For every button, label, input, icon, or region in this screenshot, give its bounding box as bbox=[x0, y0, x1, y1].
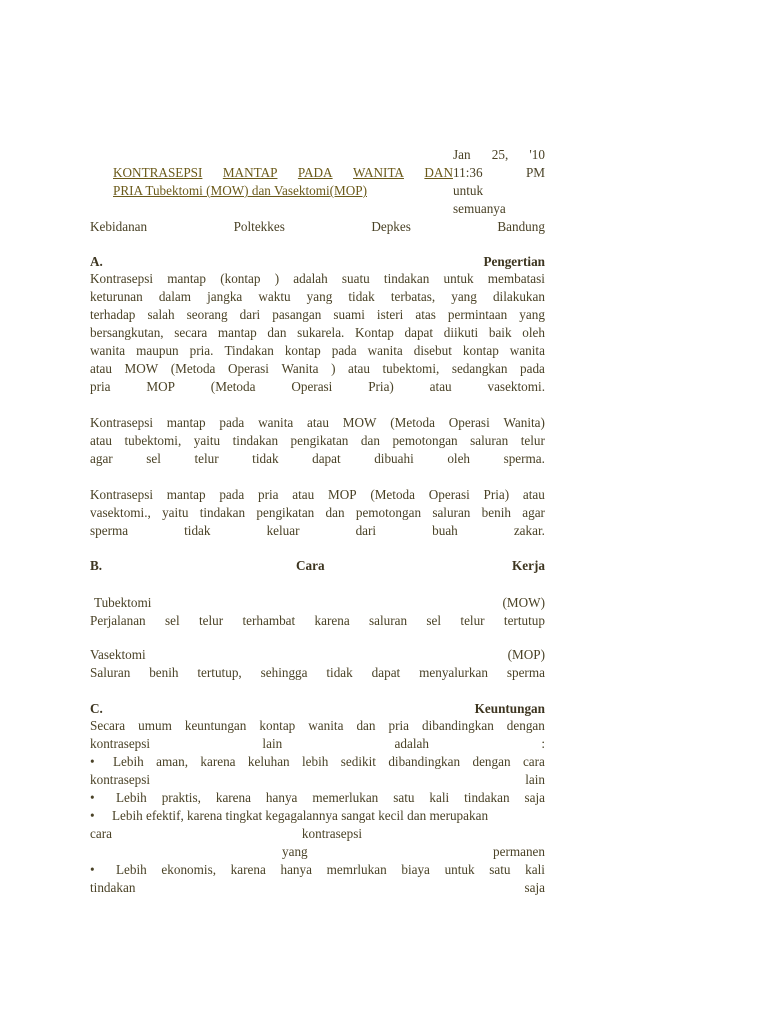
word: Kontap bbox=[355, 325, 394, 340]
word: saluran bbox=[432, 505, 471, 520]
article-title-line-1[interactable]: KONTRASEPSI MANTAP PADA WANITA DAN bbox=[113, 165, 453, 180]
word: ) bbox=[331, 361, 336, 376]
for-label: untuk bbox=[453, 183, 484, 198]
word: telur bbox=[194, 451, 219, 466]
everyone-label: semuanya bbox=[453, 201, 506, 216]
word: Pria) bbox=[368, 379, 394, 394]
word: kontrasepsi bbox=[301, 826, 362, 841]
word: kali bbox=[429, 790, 450, 805]
word: telur bbox=[198, 613, 224, 628]
tubektomi-row bbox=[90, 594, 545, 612]
word: pria bbox=[388, 718, 409, 733]
word: Saluran bbox=[90, 665, 131, 680]
word: terhambat bbox=[242, 613, 296, 628]
word: tubektomi, bbox=[124, 433, 182, 448]
word: seorang bbox=[186, 307, 228, 322]
word: dapat bbox=[404, 325, 434, 340]
section-a-paragraph-1-line bbox=[90, 288, 545, 306]
word: oleh bbox=[447, 451, 471, 466]
section-b-heading: B. Cara Kerja bbox=[90, 558, 545, 573]
word: bersangkutan, bbox=[90, 325, 164, 340]
word: saja bbox=[524, 790, 545, 805]
word: dari bbox=[355, 523, 377, 538]
tubektomi-description-line bbox=[90, 612, 545, 630]
word: MOW bbox=[124, 361, 159, 376]
word: Secara bbox=[90, 718, 126, 733]
word: saluran bbox=[369, 613, 408, 628]
word: yaitu bbox=[162, 505, 189, 520]
word: wanita bbox=[509, 343, 545, 358]
word: menyalurkan bbox=[419, 665, 488, 680]
advantage-item-3-line: Lebih efektif, karena tingkat kegagalannya sangat kecil dan merupakan bbox=[112, 808, 489, 823]
word: pengikatan bbox=[290, 433, 349, 448]
word: lain bbox=[262, 736, 283, 751]
section-a-paragraph-1-line bbox=[90, 306, 545, 324]
post-date bbox=[453, 146, 545, 164]
word: yang bbox=[282, 844, 308, 859]
word: dibandingkan bbox=[388, 754, 461, 769]
word: saja bbox=[524, 880, 545, 895]
word: dari bbox=[239, 307, 261, 322]
word: wanita bbox=[367, 343, 403, 358]
word: tidak bbox=[184, 523, 211, 538]
word: isteri bbox=[376, 307, 404, 322]
word: yaitu bbox=[193, 433, 221, 448]
word: keturunan bbox=[90, 289, 143, 304]
word: atau bbox=[90, 433, 112, 448]
word: permanen bbox=[493, 844, 545, 859]
word: zakar. bbox=[513, 523, 545, 538]
word: sedikit bbox=[340, 754, 376, 769]
word: dan bbox=[325, 505, 345, 520]
word: umum bbox=[138, 718, 172, 733]
word: aman, bbox=[156, 754, 188, 769]
word: memerlukan bbox=[312, 790, 379, 805]
word: tidak bbox=[326, 665, 353, 680]
word: sperma. bbox=[503, 451, 545, 466]
post-time: 11:36 PM bbox=[453, 165, 545, 180]
word: pria bbox=[257, 487, 279, 502]
advantage-item-4-line bbox=[116, 861, 545, 879]
word: pria. bbox=[189, 343, 214, 358]
word: kontrasepsi bbox=[90, 736, 151, 751]
word: wanita bbox=[90, 343, 126, 358]
word: disebut bbox=[413, 343, 452, 358]
word: adalah bbox=[293, 271, 328, 286]
section-a-paragraph-1-line bbox=[90, 270, 545, 288]
word: sehingga bbox=[260, 665, 308, 680]
word: dan bbox=[356, 718, 376, 733]
word: Operasi bbox=[291, 379, 333, 394]
word: wanita bbox=[258, 415, 294, 430]
word: MOP bbox=[327, 487, 357, 502]
word: kontap bbox=[259, 718, 296, 733]
word: tindakan bbox=[90, 880, 136, 895]
advantage-item-2-line bbox=[116, 789, 545, 807]
bullet-icon: • bbox=[90, 754, 95, 769]
word: satu bbox=[393, 790, 415, 805]
word: atau bbox=[307, 415, 329, 430]
word: suatu bbox=[341, 271, 370, 286]
section-a-paragraph-2-line bbox=[90, 450, 545, 468]
word: (Metoda bbox=[370, 487, 415, 502]
word: telur bbox=[460, 613, 485, 628]
vasektomi-description-line bbox=[90, 664, 545, 682]
word: karena bbox=[314, 613, 350, 628]
word: yang bbox=[451, 289, 477, 304]
word: pada bbox=[331, 343, 357, 358]
word: waktu bbox=[258, 289, 291, 304]
word: Tindakan bbox=[224, 343, 274, 358]
word: Pria) bbox=[483, 487, 510, 502]
word: Operasi bbox=[227, 361, 269, 376]
word: membatasi bbox=[487, 271, 545, 286]
advantage-item-3-line bbox=[90, 825, 362, 843]
word: buah bbox=[432, 523, 458, 538]
word: pengikatan bbox=[256, 505, 315, 520]
word: Kontrasepsi bbox=[90, 415, 153, 430]
date-year: '10 bbox=[529, 147, 545, 162]
vasektomi-label: Vasektomi bbox=[90, 647, 146, 662]
word: kontap bbox=[462, 343, 499, 358]
word: atau bbox=[429, 379, 452, 394]
word: diikuti bbox=[443, 325, 479, 340]
section-c-intro-line bbox=[90, 735, 545, 753]
word: tindakan bbox=[232, 433, 279, 448]
word: praktis, bbox=[161, 790, 201, 805]
word: tindakan bbox=[464, 790, 510, 805]
word: hanya bbox=[265, 790, 298, 805]
word: atau bbox=[292, 487, 315, 502]
word: tubektomi, bbox=[382, 361, 440, 376]
section-c-heading: C. Keuntungan bbox=[90, 701, 545, 716]
word: Lebih bbox=[116, 790, 147, 805]
section-a-paragraph-1-line bbox=[90, 378, 545, 396]
word: yang bbox=[519, 307, 545, 322]
word: mantap bbox=[166, 487, 206, 502]
word: sukarela. bbox=[297, 325, 345, 340]
word: Lebih bbox=[116, 862, 147, 877]
word: sel bbox=[426, 613, 442, 628]
advantage-item-1-line bbox=[90, 771, 545, 789]
word: mantap bbox=[166, 415, 206, 430]
word: karena bbox=[215, 790, 251, 805]
word: Lebih bbox=[113, 754, 144, 769]
word: atau bbox=[348, 361, 370, 376]
word: memrlukan bbox=[326, 862, 387, 877]
bullet-icon: • bbox=[90, 808, 95, 823]
word: (kontap bbox=[220, 271, 261, 286]
word: karena bbox=[230, 862, 266, 877]
word: kali bbox=[525, 862, 545, 877]
word: agar bbox=[90, 451, 113, 466]
word: Wanita bbox=[281, 361, 319, 376]
word: maupun bbox=[136, 343, 179, 358]
word: cara bbox=[522, 754, 545, 769]
word: saluran bbox=[470, 433, 509, 448]
section-a-paragraph-2-line bbox=[90, 414, 545, 432]
word: lain bbox=[525, 772, 545, 787]
word: Operasi bbox=[428, 487, 470, 502]
word: MOW bbox=[342, 415, 377, 430]
word: permintaan bbox=[447, 307, 508, 322]
word: tidak bbox=[252, 451, 279, 466]
section-a-paragraph-1-line bbox=[90, 360, 545, 378]
word: MOP bbox=[146, 379, 175, 394]
word: untuk bbox=[444, 862, 475, 877]
word: keuntungan bbox=[184, 718, 247, 733]
word: dan bbox=[360, 433, 380, 448]
word: tindakan bbox=[199, 505, 246, 520]
word: telur bbox=[520, 433, 545, 448]
word: dapat bbox=[312, 451, 341, 466]
word: vasektomi., bbox=[90, 505, 151, 520]
word: lebih bbox=[302, 754, 329, 769]
advantage-item-1-line bbox=[113, 753, 545, 771]
section-a-paragraph-1-line bbox=[90, 342, 545, 360]
word: pada bbox=[219, 415, 245, 430]
word: tertutup bbox=[503, 613, 545, 628]
word: salah bbox=[147, 307, 175, 322]
word: Kontrasepsi bbox=[90, 271, 153, 286]
section-a-paragraph-3-line bbox=[90, 504, 545, 522]
word: keluhan bbox=[247, 754, 290, 769]
word: untuk bbox=[443, 271, 474, 286]
word: atas bbox=[415, 307, 436, 322]
word: : bbox=[541, 736, 545, 751]
word: sedangkan bbox=[451, 361, 508, 376]
word: Operasi bbox=[448, 415, 490, 430]
word: pada bbox=[520, 361, 545, 376]
word: wanita bbox=[308, 718, 344, 733]
word: dibandingkan bbox=[422, 718, 494, 733]
advantage-item-4-line bbox=[90, 879, 545, 897]
word: jangka bbox=[207, 289, 243, 304]
word: (Metoda bbox=[390, 415, 435, 430]
word: cara bbox=[90, 826, 112, 841]
word: dibuahi bbox=[374, 451, 414, 466]
word: sel bbox=[164, 613, 180, 628]
word: karena bbox=[200, 754, 236, 769]
word: biaya bbox=[401, 862, 430, 877]
word: sel bbox=[146, 451, 161, 466]
word: baik bbox=[488, 325, 512, 340]
vasektomi-row bbox=[90, 646, 545, 664]
institution-line: Kebidanan Poltekkes Depkes Bandung bbox=[90, 219, 545, 234]
word: pasangan bbox=[272, 307, 322, 322]
section-a-heading: A. Pengertian bbox=[90, 254, 545, 269]
word: sperma bbox=[90, 523, 129, 538]
word: benih bbox=[149, 665, 179, 680]
word: satu bbox=[489, 862, 511, 877]
section-a-paragraph-1-line bbox=[90, 324, 545, 342]
word: pemotongan bbox=[392, 433, 458, 448]
word: dengan bbox=[506, 718, 545, 733]
tubektomi-label: Tubektomi bbox=[94, 595, 152, 610]
word: ) bbox=[274, 271, 280, 286]
word: suami bbox=[333, 307, 365, 322]
word: oleh bbox=[522, 325, 545, 340]
word: kontap bbox=[284, 343, 321, 358]
section-c-intro-line bbox=[90, 717, 545, 735]
word: ekonomis, bbox=[161, 862, 217, 877]
word: atau bbox=[90, 361, 112, 376]
bullet-icon: • bbox=[90, 790, 95, 805]
word: dengan bbox=[472, 754, 511, 769]
word: sperma bbox=[506, 665, 545, 680]
word: pada bbox=[219, 487, 245, 502]
word: Kontrasepsi bbox=[90, 487, 153, 502]
word: (Metoda bbox=[170, 361, 216, 376]
word: dalam bbox=[158, 289, 192, 304]
tubektomi-code: (MOW) bbox=[502, 595, 545, 610]
word: keluar bbox=[266, 523, 300, 538]
word: terbatas, bbox=[390, 289, 436, 304]
word: adalah bbox=[394, 736, 429, 751]
article-title-line-2[interactable]: PRIA Tubektomi (MOW) dan Vasektomi(MOP) bbox=[113, 183, 367, 198]
word: (Metoda bbox=[210, 379, 256, 394]
word: pria bbox=[90, 379, 111, 394]
advantage-item-3-line bbox=[282, 843, 545, 861]
word: hanya bbox=[280, 862, 312, 877]
word: atau bbox=[522, 487, 545, 502]
word: dilakukan bbox=[492, 289, 545, 304]
word: kontrasepsi bbox=[90, 772, 151, 787]
word: benih bbox=[481, 505, 511, 520]
word: tidak bbox=[348, 289, 375, 304]
word: mantap bbox=[167, 271, 207, 286]
word: tertutup, bbox=[197, 665, 242, 680]
word: yang bbox=[306, 289, 333, 304]
bullet-icon: • bbox=[90, 862, 95, 877]
word: secara bbox=[174, 325, 208, 340]
word: terhadap bbox=[90, 307, 136, 322]
section-a-paragraph-2-line bbox=[90, 432, 545, 450]
word: dan bbox=[267, 325, 287, 340]
word: agar bbox=[522, 505, 545, 520]
word: Perjalanan bbox=[90, 613, 146, 628]
word: tindakan bbox=[383, 271, 430, 286]
word: Wanita) bbox=[503, 415, 545, 430]
word: vasektomi. bbox=[487, 379, 545, 394]
date-day: 25, bbox=[491, 147, 509, 162]
word: mantap bbox=[217, 325, 257, 340]
word: dapat bbox=[371, 665, 401, 680]
section-a-paragraph-3-line bbox=[90, 486, 545, 504]
word: pemotongan bbox=[355, 505, 422, 520]
section-a-paragraph-3-line bbox=[90, 522, 545, 540]
vasektomi-code: (MOP) bbox=[507, 647, 545, 662]
date-month: Jan bbox=[453, 147, 471, 162]
